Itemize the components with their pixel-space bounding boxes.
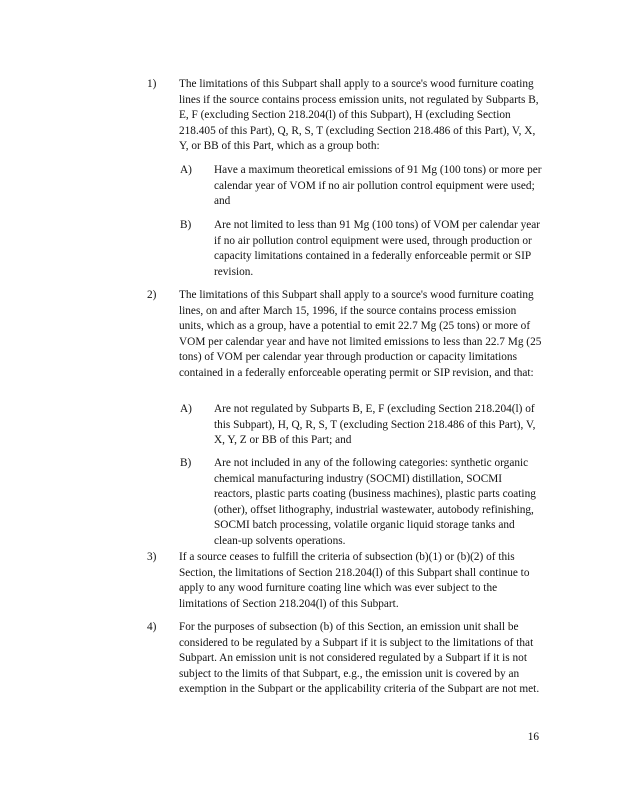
- paragraph-4: [147, 620, 547, 698]
- subparagraph-2a: [180, 402, 550, 449]
- paragraph-text: The limitations of this Subpart shall apply to a source's wood furniture coating lines, on and after March 15, 1996, if the source contains process emission units, which as a group, have a potential to emit 22.7 Mg (25 tons) or more of VOM per calendar year and have not limited emissions to less than 22.7 Mg (25 tons) of VOM per calendar year through production or capacity limitations contained in a federally enforceable operating permit or SIP revision, and that:: [179, 289, 542, 379]
- subparagraph-1b: [180, 218, 550, 280]
- subparagraph-number: A): [180, 403, 192, 415]
- paragraph-2: [147, 288, 547, 382]
- paragraph-number: 4): [147, 621, 157, 633]
- subparagraph-text: Are not limited to less than 91 Mg (100 tons) of VOM per calendar year if no air pollution control equipment were used, through production or capacity limitations contained in a federally enforceable permit or SIP revision.: [214, 219, 541, 278]
- subparagraph-text: Have a maximum theoretical emissions of 91 Mg (100 tons) or more per calendar year of VOM if no air pollution control equipment were used; and: [214, 164, 542, 208]
- paragraph-text: The limitations of this Subpart shall apply to a source's wood furniture coating lines if the source contains process emission units, not regulated by Subparts B, E, F (excluding Section 218.204(l) of this Subpart), H (excluding Section 218.405 of this Part), Q, R, S, T (excluding Section 218.486 of this Part), V, X, Y, or BB of this Part, which as a group both:: [179, 78, 539, 153]
- paragraph-text: For the purposes of subsection (b) of this Section, an emission unit shall be considered to be regulated by a Subpart if it is subject to the limitations of that Subpart. An emission unit is not considered regulated by a Subpart if it is not subject to the limits of that Subpart, e.g., the emission unit is covered by an exemption in the Subpart or the applicability criteria of the Subpart are not met.: [179, 621, 540, 696]
- paragraph-1: [147, 77, 547, 155]
- subparagraph-2b: [180, 456, 550, 550]
- subparagraph-number: B): [180, 457, 192, 469]
- subparagraph-1a: [180, 163, 550, 210]
- page-number: 16: [527, 731, 539, 743]
- subparagraph-number: A): [180, 164, 192, 176]
- paragraph-number: 1): [147, 78, 157, 90]
- subparagraph-text: Are not regulated by Subparts B, E, F (excluding Section 218.204(l) of this Subpart), H, Q, R, S, T (excluding Section 218.486 of this Part), V, X, Y, Z or BB of this Part; and: [214, 403, 536, 447]
- paragraph-number: 3): [147, 551, 157, 563]
- subparagraph-text: Are not included in any of the following categories: synthetic organic chemical manufacturing industry (SOCMI) distillation, SOCMI reactors, plastic parts coating (business machines), plastic parts coating (other), offset lithography, industrial wastewater, autobody refinishing, SOCMI batch processing, volatile organic liquid storage tanks and clean-up solvents operations.: [214, 457, 536, 547]
- paragraph-number: 2): [147, 289, 157, 301]
- paragraph-3: [147, 550, 547, 612]
- subparagraph-number: B): [180, 219, 192, 231]
- paragraph-text: If a source ceases to fulfill the criteria of subsection (b)(1) or (b)(2) of this Section, the limitations of Section 218.204(l) of this Subpart shall continue to apply to any wood furniture coating line which was ever subject to the limitations of Section 218.204(l) of this Subpart.: [179, 551, 530, 610]
